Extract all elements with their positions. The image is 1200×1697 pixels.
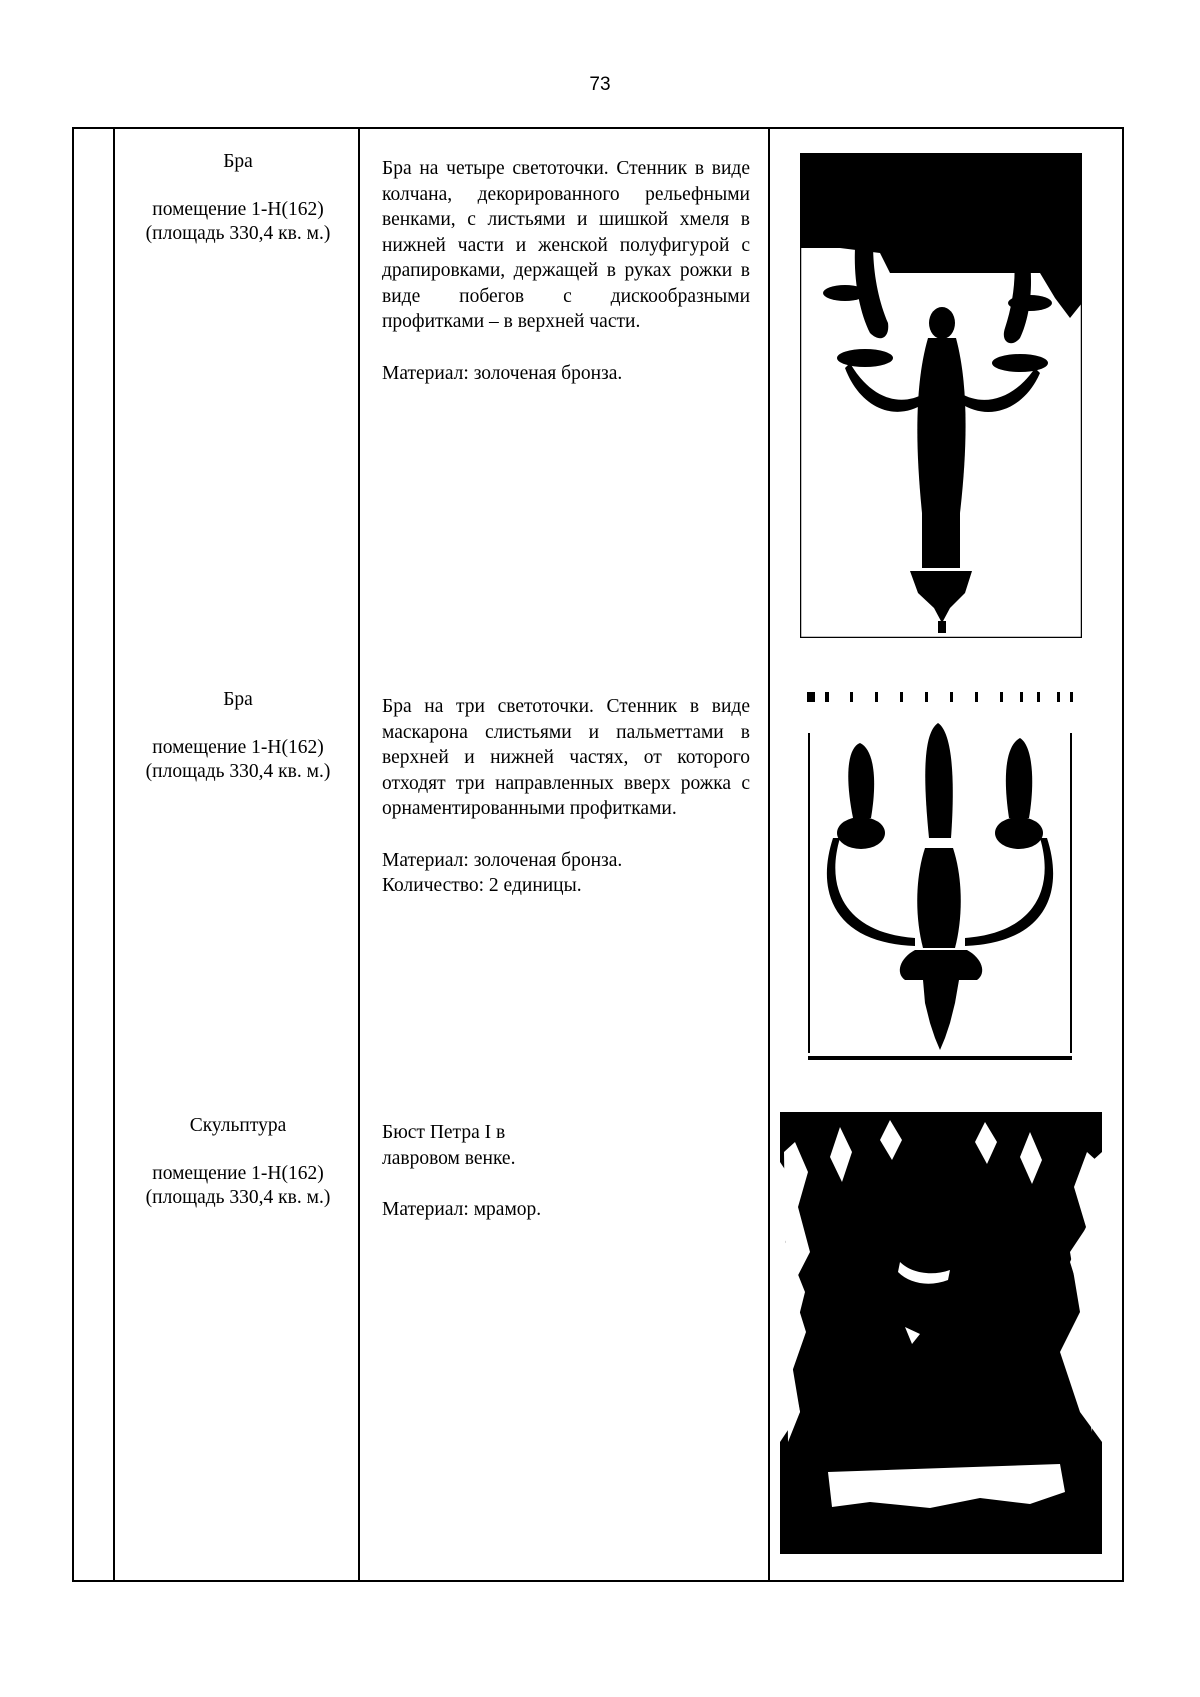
item-quantity: Количество: 2 единицы. [382,875,582,896]
item-material: Материал: золоченая бронза. [382,849,623,871]
item-area: (площадь 330,4 кв. м.) [145,1187,331,1208]
item-name-cell [118,1114,358,1210]
item-area: (площадь 330,4 кв. м.) [145,223,331,244]
bust-of-peter-photo [780,1112,1102,1554]
item-description: Бра на три светоточки. Стенник в виде маскарона слистьями и пальметтами в верхней и нижней частях, от которого отходят три направленных вверх рожка с орнаментированными профитками. [382,696,750,819]
item-area: (площадь 330,4 кв. м.) [145,761,331,782]
item-name: Бра [223,689,253,710]
column-divider [358,127,360,1582]
sconce-four-lights-photo [800,153,1082,638]
item-name: Скульптура [189,1115,287,1136]
item-description: лавровом венке. [382,1147,516,1169]
item-description: Бюст Петра I в [382,1122,506,1143]
item-description-cell [382,694,750,899]
item-name: Бра [223,151,253,172]
column-divider [768,127,770,1582]
column-divider [113,127,115,1582]
item-material: Материал: мрамор. [382,1199,542,1220]
item-name-cell [118,150,358,246]
item-description: Бра на четыре светоточки. Стенник в виде колчана, декорированного рельефными венками, с листьями и шишкой хмеля в нижней части и женской полуфигурой с драпировками, держащей в руках рожки в виде побегов с дискообразными профитками – в верхней части. [382,158,750,332]
item-description-cell [382,1120,750,1223]
item-material: Материал: золоченая бронза. [382,362,623,384]
sconce-three-lights-photo [805,688,1077,1063]
item-location: помещение 1-Н(162) [152,199,324,220]
item-location: помещение 1-Н(162) [152,1163,324,1184]
item-name-cell [118,688,358,784]
item-location: помещение 1-Н(162) [152,737,324,758]
item-description-cell [382,156,750,386]
page-number: 73 [589,74,611,95]
